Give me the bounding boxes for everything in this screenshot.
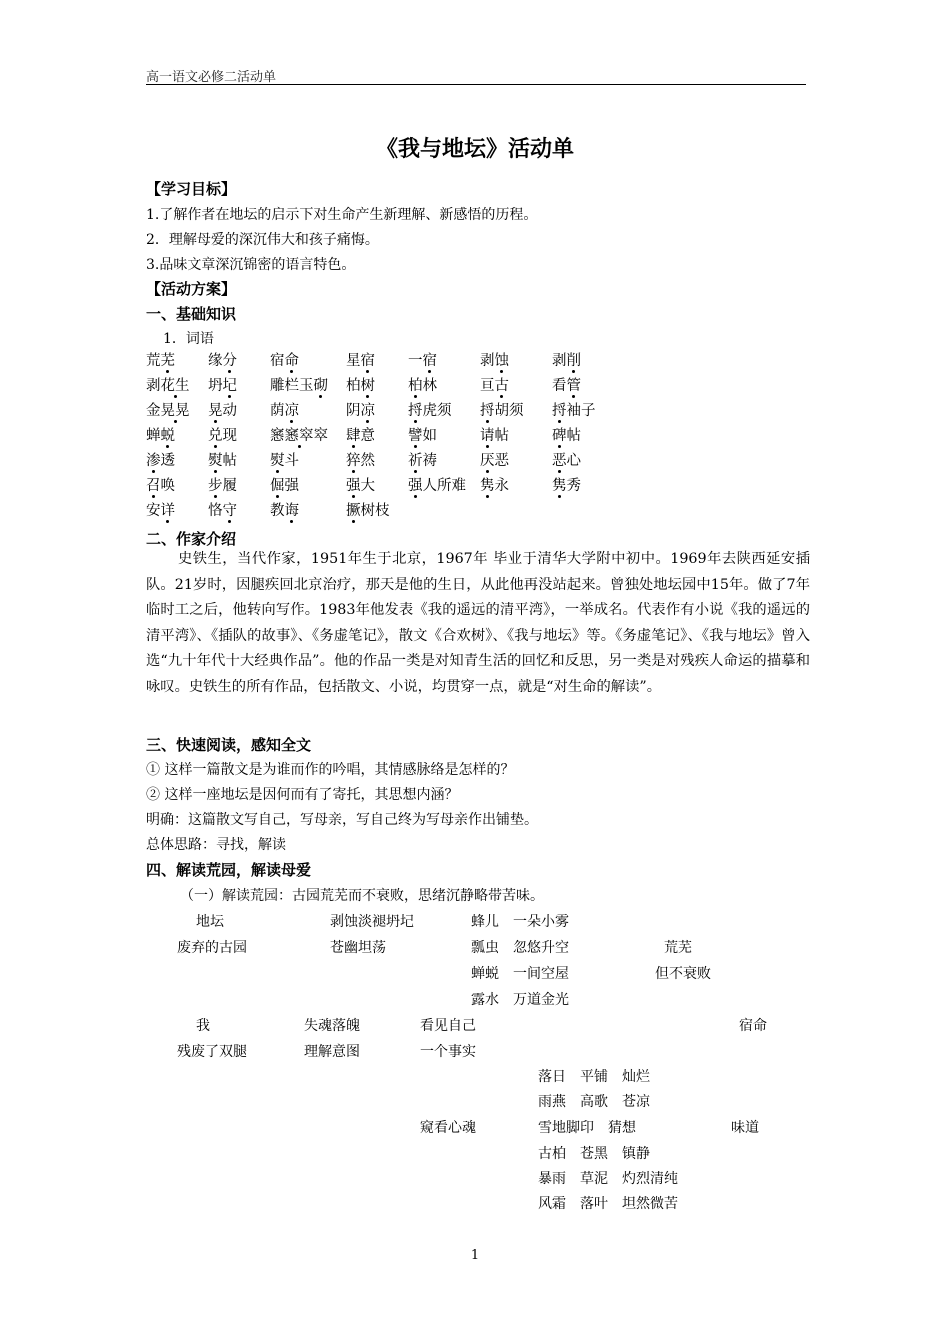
diagram-see-self: 看见自己 bbox=[420, 1018, 476, 1034]
vocab-subheading: 1．词语 bbox=[163, 331, 214, 347]
vocab-dotted-char: 捋 bbox=[552, 399, 567, 420]
vocab-word-part: 荫 bbox=[270, 403, 285, 419]
vocab-dotted-char: 凉 bbox=[285, 399, 300, 420]
page-number: 1 bbox=[470, 1248, 480, 1263]
vocab-word-part: 然 bbox=[360, 453, 375, 469]
vocab-word bbox=[346, 374, 375, 395]
diagram-peek: 窥看心魂 bbox=[420, 1120, 476, 1136]
vocab-word bbox=[552, 424, 581, 445]
diagram-desc1: 剥蚀淡褪坍圮 bbox=[330, 914, 414, 930]
vocab-dotted-char: 步 bbox=[208, 474, 223, 495]
vocab-dotted-char: 强 bbox=[408, 474, 423, 495]
vocab-dotted-char: 宿 bbox=[423, 349, 438, 370]
vocab-word-part: 恶 bbox=[494, 453, 509, 469]
vocab-word-part: 袖子 bbox=[566, 403, 596, 419]
vocab-word bbox=[208, 449, 237, 470]
vocab-dotted-char: 猝 bbox=[346, 449, 361, 470]
vocab-dotted-char: 芜 bbox=[161, 349, 176, 370]
vocab-word bbox=[552, 474, 581, 495]
vocab-word-part: 履 bbox=[222, 478, 237, 494]
vocab-word bbox=[408, 449, 437, 470]
vocab-dotted-char: 渗 bbox=[146, 449, 161, 470]
vocab-word-part: 帖 bbox=[222, 453, 237, 469]
vocab-word-part: 看 bbox=[552, 378, 567, 394]
vocab-word bbox=[346, 474, 375, 495]
goal-item: 1.了解作者在地坛的启示下对生命产生新理解、新感悟的历程。 bbox=[146, 207, 538, 223]
vocab-dotted-char: 诲 bbox=[285, 499, 300, 520]
vocab-word-part: 阴 bbox=[346, 403, 361, 419]
vocab-dotted-char: 削 bbox=[567, 349, 582, 370]
vocab-dotted-char: 譬 bbox=[408, 424, 423, 445]
diagram-fate: 宿命 bbox=[739, 1018, 767, 1034]
section-2-heading: 二、作家介绍 bbox=[146, 530, 237, 548]
vocab-word-part: 祷 bbox=[422, 453, 437, 469]
vocab-dotted-char: 命 bbox=[285, 349, 300, 370]
vocab-word bbox=[146, 399, 190, 420]
diagram-scene: 雪地脚印 猜想 bbox=[538, 1120, 636, 1136]
diagram-wo: 我 bbox=[196, 1018, 210, 1034]
vocab-word bbox=[270, 399, 299, 420]
vocab-word-part: 蝉 bbox=[146, 428, 161, 444]
vocab-word-part: 安 bbox=[146, 503, 161, 519]
vocab-dotted-char: 蜕 bbox=[161, 424, 176, 445]
section-3-heading: 三、快速阅读，感知全文 bbox=[146, 736, 312, 754]
diagram-imagery: 瓢虫 忽悠升空 bbox=[471, 940, 569, 956]
vocab-word-part: 现 bbox=[222, 428, 237, 444]
diagram-ditan: 地坛 bbox=[196, 914, 224, 930]
goal-item: 3.品味文章深沉锦密的语言特色。 bbox=[146, 257, 356, 273]
vocab-word-part: 如 bbox=[422, 428, 437, 444]
vocab-dotted-char: 柏 bbox=[408, 374, 423, 395]
goal-item: 2．理解母爱的深沉伟大和孩子痛悔。 bbox=[146, 232, 379, 248]
vocab-dotted-char: 捋 bbox=[480, 399, 495, 420]
vocab-word bbox=[270, 349, 299, 370]
document-title: 《我与地坛》活动单 bbox=[375, 136, 574, 162]
vocab-word-part: 教 bbox=[270, 503, 285, 519]
page-header: 高一语文必修二活动单 bbox=[146, 70, 277, 85]
vocab-word bbox=[552, 399, 596, 420]
vocab-dotted-char: 倔 bbox=[270, 474, 285, 495]
vocab-word bbox=[346, 349, 375, 370]
header-rule bbox=[146, 84, 806, 85]
vocab-word bbox=[208, 349, 237, 370]
vocab-word bbox=[480, 399, 524, 420]
diagram-huangwu: 荒芜 bbox=[664, 940, 692, 956]
vocab-word bbox=[408, 399, 452, 420]
vocab-word-part: 永 bbox=[494, 478, 509, 494]
vocab-dotted-char: 召 bbox=[146, 474, 161, 495]
vocab-word-part: 剥 bbox=[552, 353, 567, 369]
vocab-word-part: 帖 bbox=[566, 428, 581, 444]
vocab-dotted-char: 管 bbox=[567, 374, 582, 395]
vocab-word bbox=[480, 449, 509, 470]
vocab-word-part: 恪 bbox=[208, 503, 223, 519]
vocab-dotted-char: 蚀 bbox=[495, 349, 510, 370]
vocab-word bbox=[480, 349, 509, 370]
diagram-scene: 暴雨 草泥 灼烈清纯 bbox=[538, 1171, 678, 1187]
vocab-word-part: 意 bbox=[360, 428, 375, 444]
vocab-word bbox=[270, 424, 328, 445]
overall-idea: 总体思路：寻找，解读 bbox=[146, 837, 286, 853]
plan-heading: 【活动方案】 bbox=[146, 280, 237, 298]
diagram-scene: 风霜 落叶 坦然微苦 bbox=[538, 1196, 678, 1212]
vocab-word bbox=[408, 424, 437, 445]
vocab-word-part: 一 bbox=[408, 353, 423, 369]
vocab-word-part: 柏 bbox=[346, 378, 361, 394]
section-1-heading: 一、基础知识 bbox=[146, 305, 237, 323]
vocab-word-part: 胡须 bbox=[494, 403, 524, 419]
vocab-word-part: 树枝 bbox=[360, 503, 390, 519]
vocab-dotted-char: 晃 bbox=[208, 399, 223, 420]
diagram-lost: 失魂落魄 bbox=[304, 1018, 360, 1034]
vocab-word-part: 动 bbox=[222, 403, 237, 419]
vocab-word-part: 坍 bbox=[208, 378, 223, 394]
diagram-flavor: 味道 bbox=[731, 1120, 759, 1136]
vocab-word-part: 秀 bbox=[566, 478, 581, 494]
vocab-word-part: 剥 bbox=[146, 378, 161, 394]
vocab-dotted-char: 详 bbox=[161, 499, 176, 520]
diagram-scene: 古柏 苍黑 镇静 bbox=[538, 1146, 650, 1162]
vocab-dotted-char: 强 bbox=[346, 474, 361, 495]
vocab-dotted-char: 花生 bbox=[161, 374, 190, 395]
vocab-word bbox=[208, 499, 237, 520]
vocab-word bbox=[408, 374, 437, 395]
vocab-word bbox=[146, 349, 175, 370]
vocab-word bbox=[552, 374, 581, 395]
vocab-dotted-char: 宿 bbox=[361, 349, 376, 370]
author-bio: 史铁生，当代作家，1951年生于北京，1967年 毕业于清华大学附中初中。1969年去陕西延安插队。21岁时，因腿疾回北京治疗，那天是他的生日，从此他再没站起来。曾独处地坛园中15年。做了7年临时工之后，他转向写作。1983年他发表《我的遥远的清平湾》，一举成名。代表作有小说《我的遥远的清平湾》、《插队的故事》、《务虚笔记》，散文《合欢树》、《我与地坛》等。《务虚笔记》、《我与地坛》曾入选“九十年代十大经典作品”。他的作品一类是对知青生活的回忆和反思，另一类是对残疾人命运的描摹和咏叹。史铁生的所有作品，包括散文、小说，均贯穿一点，就是“对生命的解读”。 bbox=[146, 551, 810, 695]
vocab-dotted-char: 窸窸窣窣 bbox=[270, 424, 328, 445]
vocab-word bbox=[208, 424, 237, 445]
vocab-word bbox=[408, 474, 466, 495]
vocab-dotted-char: 熨 bbox=[208, 449, 223, 470]
vocab-dotted-char: 熨 bbox=[270, 449, 285, 470]
vocab-word-part: 缘 bbox=[208, 353, 223, 369]
vocab-dotted-char: 碑 bbox=[552, 424, 567, 445]
vocab-word-part: 荒 bbox=[146, 353, 161, 369]
vocab-word bbox=[146, 474, 175, 495]
section-4-subheading: （一）解读荒园：古园荒芜而不衰败，思绪沉静略带苦味。 bbox=[180, 888, 544, 904]
vocab-word bbox=[552, 449, 581, 470]
vocab-word bbox=[270, 499, 299, 520]
vocab-word-part: 唤 bbox=[160, 478, 175, 494]
vocab-word-part: 斗 bbox=[284, 453, 299, 469]
vocab-word bbox=[346, 449, 375, 470]
vocab-dotted-char: 圮 bbox=[223, 374, 238, 395]
vocab-word-part: 宿 bbox=[270, 353, 285, 369]
vocab-word-part: 透 bbox=[160, 453, 175, 469]
vocab-dotted-char: 树 bbox=[361, 374, 376, 395]
vocab-dotted-char: 砌 bbox=[314, 374, 329, 395]
vocab-word bbox=[480, 474, 509, 495]
answer-text: 明确：这篇散文写自己，写母亲，写自己终为写母亲作出铺垫。 bbox=[146, 812, 538, 828]
diagram-imagery: 蜂儿 一朵小雾 bbox=[471, 914, 569, 930]
vocab-word-part: 亘 bbox=[480, 378, 495, 394]
vocab-word bbox=[146, 449, 175, 470]
question-1: ① 这样一篇散文是为谁而作的吟唱，其情感脉络是怎样的？ bbox=[146, 762, 515, 778]
vocab-word bbox=[270, 374, 328, 395]
diagram-scene: 落日 平铺 灿烂 bbox=[538, 1069, 650, 1085]
vocab-word bbox=[346, 424, 375, 445]
diagram-fact: 一个事实 bbox=[420, 1044, 476, 1060]
vocab-dotted-char: 隽 bbox=[480, 474, 495, 495]
vocab-dotted-char: 请 bbox=[480, 424, 495, 445]
vocab-word bbox=[480, 424, 509, 445]
diagram-bushuaibai: 但不衰败 bbox=[655, 966, 711, 982]
vocab-word bbox=[146, 374, 190, 395]
vocab-dotted-char: 恶 bbox=[552, 449, 567, 470]
diagram-imagery: 露水 万道金光 bbox=[471, 992, 569, 1008]
vocab-word-part: 强 bbox=[284, 478, 299, 494]
vocab-dotted-char: 分 bbox=[223, 349, 238, 370]
vocab-word bbox=[208, 399, 237, 420]
vocab-dotted-char: 凉 bbox=[361, 399, 376, 420]
vocab-dotted-char: 古 bbox=[495, 374, 510, 395]
question-2: ② 这样一座地坛是因何而有了寄托，其思想内涵？ bbox=[146, 787, 459, 803]
vocab-word-part: 人所难 bbox=[422, 478, 466, 494]
vocab-word-part: 雕栏玉 bbox=[270, 378, 314, 394]
vocab-word-part: 剥 bbox=[480, 353, 495, 369]
vocab-word bbox=[270, 474, 299, 495]
vocab-word bbox=[270, 449, 299, 470]
vocab-word bbox=[208, 374, 237, 395]
vocab-word-part: 金 bbox=[146, 403, 161, 419]
vocab-dotted-char: 晃晃 bbox=[161, 399, 190, 420]
vocab-word-part: 大 bbox=[360, 478, 375, 494]
vocab-word bbox=[146, 499, 175, 520]
vocab-dotted-char: 祈 bbox=[408, 449, 423, 470]
vocab-word bbox=[408, 349, 437, 370]
section-4-heading: 四、解读荒园，解读母爱 bbox=[146, 861, 312, 879]
vocab-dotted-char: 撅 bbox=[346, 499, 361, 520]
vocab-word-part: 心 bbox=[566, 453, 581, 469]
vocab-dotted-char: 捋 bbox=[408, 399, 423, 420]
vocab-word bbox=[552, 349, 581, 370]
diagram-understand: 理解意图 bbox=[304, 1044, 360, 1060]
vocab-word bbox=[346, 399, 375, 420]
vocab-word bbox=[146, 424, 175, 445]
vocab-word-part: 星 bbox=[346, 353, 361, 369]
vocab-word bbox=[346, 499, 390, 520]
vocab-dotted-char: 隽 bbox=[552, 474, 567, 495]
diagram-scene: 雨燕 高歌 苍凉 bbox=[538, 1094, 650, 1110]
vocab-dotted-char: 兑 bbox=[208, 424, 223, 445]
vocab-dotted-char: 守 bbox=[223, 499, 238, 520]
goals-heading: 【学习目标】 bbox=[146, 180, 237, 198]
vocab-word-part: 林 bbox=[422, 378, 437, 394]
diagram-imagery: 蝉蜕 一间空屋 bbox=[471, 966, 569, 982]
vocab-word-part: 帖 bbox=[494, 428, 509, 444]
diagram-abandoned: 废弃的古园 bbox=[177, 940, 247, 956]
diagram-desc2: 苍幽坦荡 bbox=[330, 940, 386, 956]
vocab-dotted-char: 肆 bbox=[346, 424, 361, 445]
vocab-dotted-char: 厌 bbox=[480, 449, 495, 470]
diagram-crippled: 残废了双腿 bbox=[177, 1044, 247, 1060]
vocab-word bbox=[208, 474, 237, 495]
vocab-word bbox=[480, 374, 509, 395]
vocab-word-part: 虎须 bbox=[422, 403, 452, 419]
